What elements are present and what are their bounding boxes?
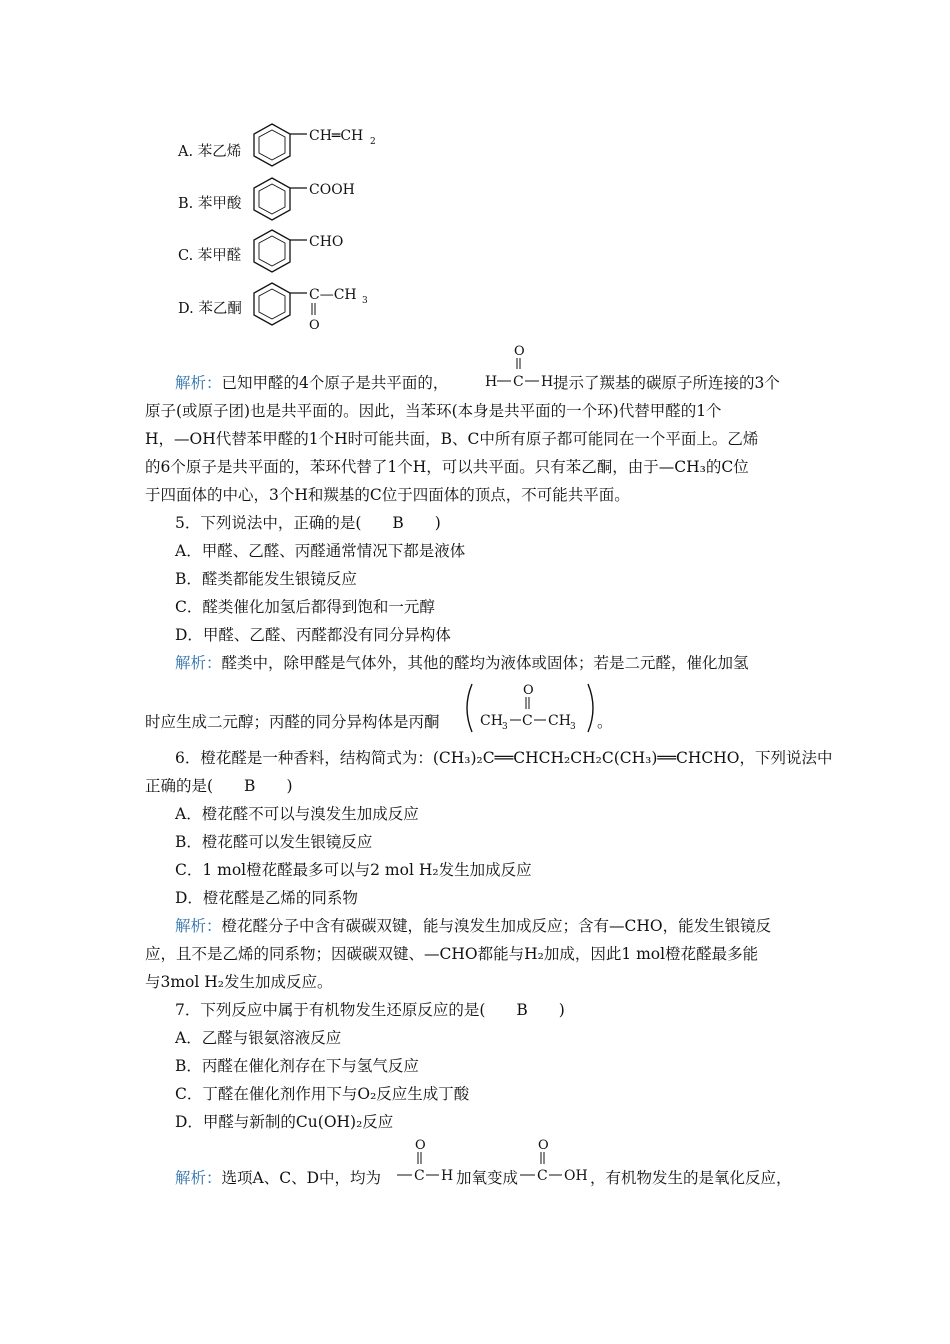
option-item: B．醛类都能发生银镜反应 xyxy=(175,570,357,588)
formaldehyde-structure xyxy=(484,343,554,393)
analysis-text: 于四面体的中心，3个H和羰基的C位于四面体的顶点，不可能共平面。 xyxy=(145,486,630,504)
question-stem: 5．下列说法中，正确的是( B ) xyxy=(175,514,441,532)
option-item: B．橙花醛可以发生银镜反应 xyxy=(175,833,373,851)
option-item: A．乙醛与银氨溶液反应 xyxy=(175,1029,342,1047)
analysis-label: 解析： xyxy=(175,374,222,392)
svg-text:CH: CH xyxy=(548,713,571,729)
question-stem: 7．下列反应中属于有机物发生还原反应的是( B ) xyxy=(175,1001,565,1019)
svg-text:C: C xyxy=(414,1168,425,1184)
svg-text:COOH: COOH xyxy=(309,182,355,198)
analysis-text: 已知甲醛的4个原子是共平面的， xyxy=(221,374,449,392)
svg-text:CHO: CHO xyxy=(309,234,344,250)
analysis-label: 解析： xyxy=(175,917,222,935)
option-item: D．甲醛、乙醛、丙醛都没有同分异构体 xyxy=(175,626,451,644)
analysis-text: 应，且不是乙烯的同系物；因碳碳双键、—CHO都能与H₂加成，因此1 mol橙花醛最多能 xyxy=(145,945,759,963)
svg-text:C—CH: C—CH xyxy=(309,287,357,303)
svg-text:O: O xyxy=(514,344,525,359)
styrene-structure xyxy=(252,122,382,172)
svg-text:CH═CH: CH═CH xyxy=(309,128,364,144)
analysis-label: 解析： xyxy=(175,1169,222,1187)
svg-text:O: O xyxy=(415,1138,426,1153)
svg-text:3: 3 xyxy=(362,296,368,306)
svg-text:O: O xyxy=(309,318,320,333)
analysis-text: ，有机物发生的是氧化反应， xyxy=(590,1169,792,1187)
option-b-label: B. 苯甲酸 xyxy=(178,196,242,212)
option-item: C．丁醛在催化剂作用下与O₂反应生成丁酸 xyxy=(175,1085,470,1103)
analysis-text: 原子(或原子团)也是共平面的。因此，当苯环(本身是共平面的一个环)代替甲醛的1个 xyxy=(145,402,722,420)
svg-text:OH: OH xyxy=(564,1168,588,1184)
analysis-text: 橙花醛分子中含有碳碳双键，能与溴发生加成反应；含有—CHO，能发生银镜反 xyxy=(221,917,772,935)
svg-text:H: H xyxy=(485,374,498,390)
analysis-text: 时应生成二元醇；丙醛的同分异构体是丙酮 xyxy=(145,713,440,731)
option-c-label: C. 苯甲醛 xyxy=(178,248,242,264)
analysis-text: 选项A、C、D中，均为 xyxy=(221,1169,381,1187)
svg-text:O: O xyxy=(538,1138,549,1153)
svg-text:3: 3 xyxy=(502,722,508,732)
aldehyde-group-structure xyxy=(395,1135,457,1190)
option-item: D．橙花醛是乙烯的同系物 xyxy=(175,889,358,907)
option-d-label: D. 苯乙酮 xyxy=(178,301,242,317)
analysis-text: 加氧变成 xyxy=(456,1169,519,1187)
svg-text:O: O xyxy=(523,683,534,698)
option-item: A．橙花醛不可以与溴发生加成反应 xyxy=(175,805,419,823)
option-item: B．丙醛在催化剂存在下与氢气反应 xyxy=(175,1057,419,1075)
analysis-label: 解析： xyxy=(175,654,222,672)
question-stem: 6．橙花醛是一种香料，结构简式为：(CH₃)₂C══CHCH₂CH₂C(CH₃)══CHCHO，下列说法中 xyxy=(175,749,833,767)
analysis-text: H，—OH代替苯甲醛的1个H时可能共面，B、C中所有原子都可能同在一个平面上。乙烯 xyxy=(145,430,759,448)
analysis-text: 提示了羰基的碳原子所连接的3个 xyxy=(553,374,780,392)
option-item: C．1 mol橙花醛最多可以与2 mol H₂发生加成反应 xyxy=(175,861,532,879)
carboxyl-group-structure xyxy=(518,1135,588,1190)
svg-text:C: C xyxy=(537,1168,548,1184)
acetone-structure xyxy=(460,680,600,736)
option-item: A．甲醛、乙醛、丙醛通常情况下都是液体 xyxy=(175,542,466,560)
option-item: D．甲醛与新制的Cu(OH)₂反应 xyxy=(175,1113,394,1131)
option-item: C．醛类催化加氢后都得到饱和一元醇 xyxy=(175,598,435,616)
question-stem: 正确的是( B ) xyxy=(145,777,293,795)
svg-text:3: 3 xyxy=(570,722,576,732)
analysis-text: 与3mol H₂发生加成反应。 xyxy=(145,973,333,991)
svg-text:C: C xyxy=(513,374,524,390)
analysis-text: 醛类中，除甲醛是气体外，其他的醛均为液体或固体；若是二元醛，催化加氢 xyxy=(221,654,749,672)
analysis-text: 。 xyxy=(597,713,613,731)
svg-text:H: H xyxy=(541,374,554,390)
analysis-text: 的6个原子是共平面的，苯环代替了1个H，可以共平面。只有苯乙酮，由于—CH₃的C位 xyxy=(145,458,749,476)
svg-text:2: 2 xyxy=(370,137,376,147)
benzaldehyde-structure xyxy=(252,228,362,278)
acetophenone-structure xyxy=(252,281,372,337)
option-a-label: A. 苯乙烯 xyxy=(178,144,242,160)
svg-text:H: H xyxy=(441,1168,454,1184)
svg-text:C: C xyxy=(522,713,533,729)
benzoic-acid-structure xyxy=(252,176,372,226)
svg-text:CH: CH xyxy=(480,713,503,729)
